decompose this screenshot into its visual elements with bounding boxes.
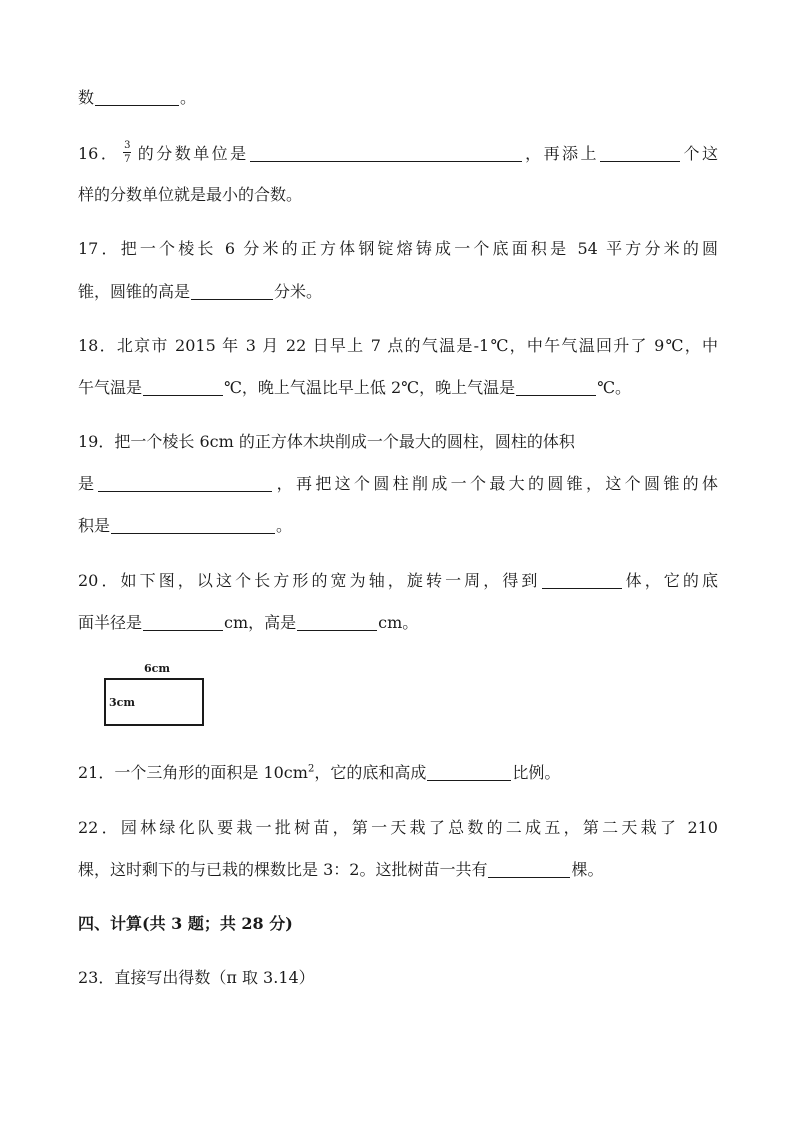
text: 20．如下图，以这个长方形的宽为轴，旋转一周，得到 <box>78 571 541 590</box>
text: 面半径是 <box>78 613 143 632</box>
text: ℃。 <box>597 378 631 397</box>
question-17-cont <box>78 281 718 303</box>
question-20 <box>78 570 718 592</box>
text: 积是 <box>78 516 111 535</box>
question-23 <box>78 967 718 989</box>
figure-width-label: 6cm <box>144 662 170 675</box>
section-heading <box>78 913 718 935</box>
answer-blank[interactable] <box>143 379 223 396</box>
fraction-numerator: 3 <box>124 140 131 151</box>
superscript: 2 <box>307 763 315 775</box>
question-18-cont <box>78 377 718 399</box>
answer-blank[interactable] <box>488 861 570 878</box>
text: 是 <box>78 474 98 493</box>
text: 的分数单位是 <box>135 144 249 163</box>
text: ，再添上 <box>522 144 600 163</box>
figure-height-label: 3cm <box>109 696 135 709</box>
question-22 <box>78 817 718 839</box>
text: 23．直接写出得数（π 取 3.14） <box>78 968 315 987</box>
question-22-cont <box>78 859 718 881</box>
answer-blank[interactable] <box>111 517 275 534</box>
question-19 <box>78 431 718 453</box>
text: 个这 <box>681 144 718 163</box>
text: 。 <box>180 88 197 107</box>
answer-blank[interactable] <box>98 475 272 492</box>
question-17 <box>78 238 718 260</box>
question-20-cont <box>78 612 718 634</box>
answer-blank[interactable] <box>95 89 179 106</box>
text: 样的分数单位就是最小的合数。 <box>78 185 303 204</box>
question-19-cont2 <box>78 515 718 537</box>
text: 比例。 <box>512 763 561 782</box>
text: 18．北京市 2015 年 3 月 22 日早上 7 点的气温是-1℃，中午气温回升了 9℃，中 <box>78 336 718 355</box>
text: cm。 <box>378 613 419 632</box>
answer-blank[interactable] <box>542 572 622 589</box>
fraction-bar <box>123 152 131 153</box>
text: 21．一个三角形的面积是 10cm <box>78 763 308 782</box>
text: ，再把这个圆柱削成一个最大的圆锥，这个圆锥的体 <box>273 474 718 493</box>
text: cm，高是 <box>224 613 297 632</box>
answer-blank[interactable] <box>297 614 377 631</box>
fraction-denominator: 7 <box>124 154 131 165</box>
question-21 <box>78 762 718 784</box>
line-continuation <box>78 87 718 109</box>
text: 17．把一个棱长 6 分米的正方体钢锭熔铸成一个底面积是 54 平方分米的圆 <box>78 239 718 258</box>
rectangle-figure <box>104 662 208 730</box>
fraction <box>123 140 131 165</box>
text: 四、计算(共 3 题；共 28 分) <box>78 914 293 933</box>
text: 棵。 <box>571 860 604 879</box>
answer-blank[interactable] <box>191 283 273 300</box>
text: 。 <box>276 516 293 535</box>
text: ，它的底和高成 <box>314 763 427 782</box>
text: 午气温是 <box>78 378 143 397</box>
text: 体，它的底 <box>622 571 718 590</box>
answer-blank[interactable] <box>427 764 511 781</box>
question-number: 16． <box>78 144 120 163</box>
question-16 <box>78 142 718 167</box>
answer-blank[interactable] <box>143 614 223 631</box>
text: 分米。 <box>274 282 323 301</box>
text: ℃，晚上气温比早上低 2℃，晚上气温是 <box>224 378 516 397</box>
question-16-cont <box>78 184 718 206</box>
text: 22．园林绿化队要栽一批树苗，第一天栽了总数的二成五，第二天栽了 210 <box>78 818 718 837</box>
text: 棵，这时剩下的与已栽的棵数比是 3：2。这批树苗一共有 <box>78 860 488 879</box>
question-18 <box>78 335 718 357</box>
answer-blank[interactable] <box>600 145 680 162</box>
text: 数 <box>78 88 95 107</box>
answer-blank[interactable] <box>516 379 596 396</box>
answer-blank[interactable] <box>250 145 522 162</box>
question-19-cont <box>78 473 718 495</box>
text: 19．把一个棱长 6cm 的正方体木块削成一个最大的圆柱，圆柱的体积 <box>78 432 575 451</box>
text: 锥，圆锥的高是 <box>78 282 191 301</box>
